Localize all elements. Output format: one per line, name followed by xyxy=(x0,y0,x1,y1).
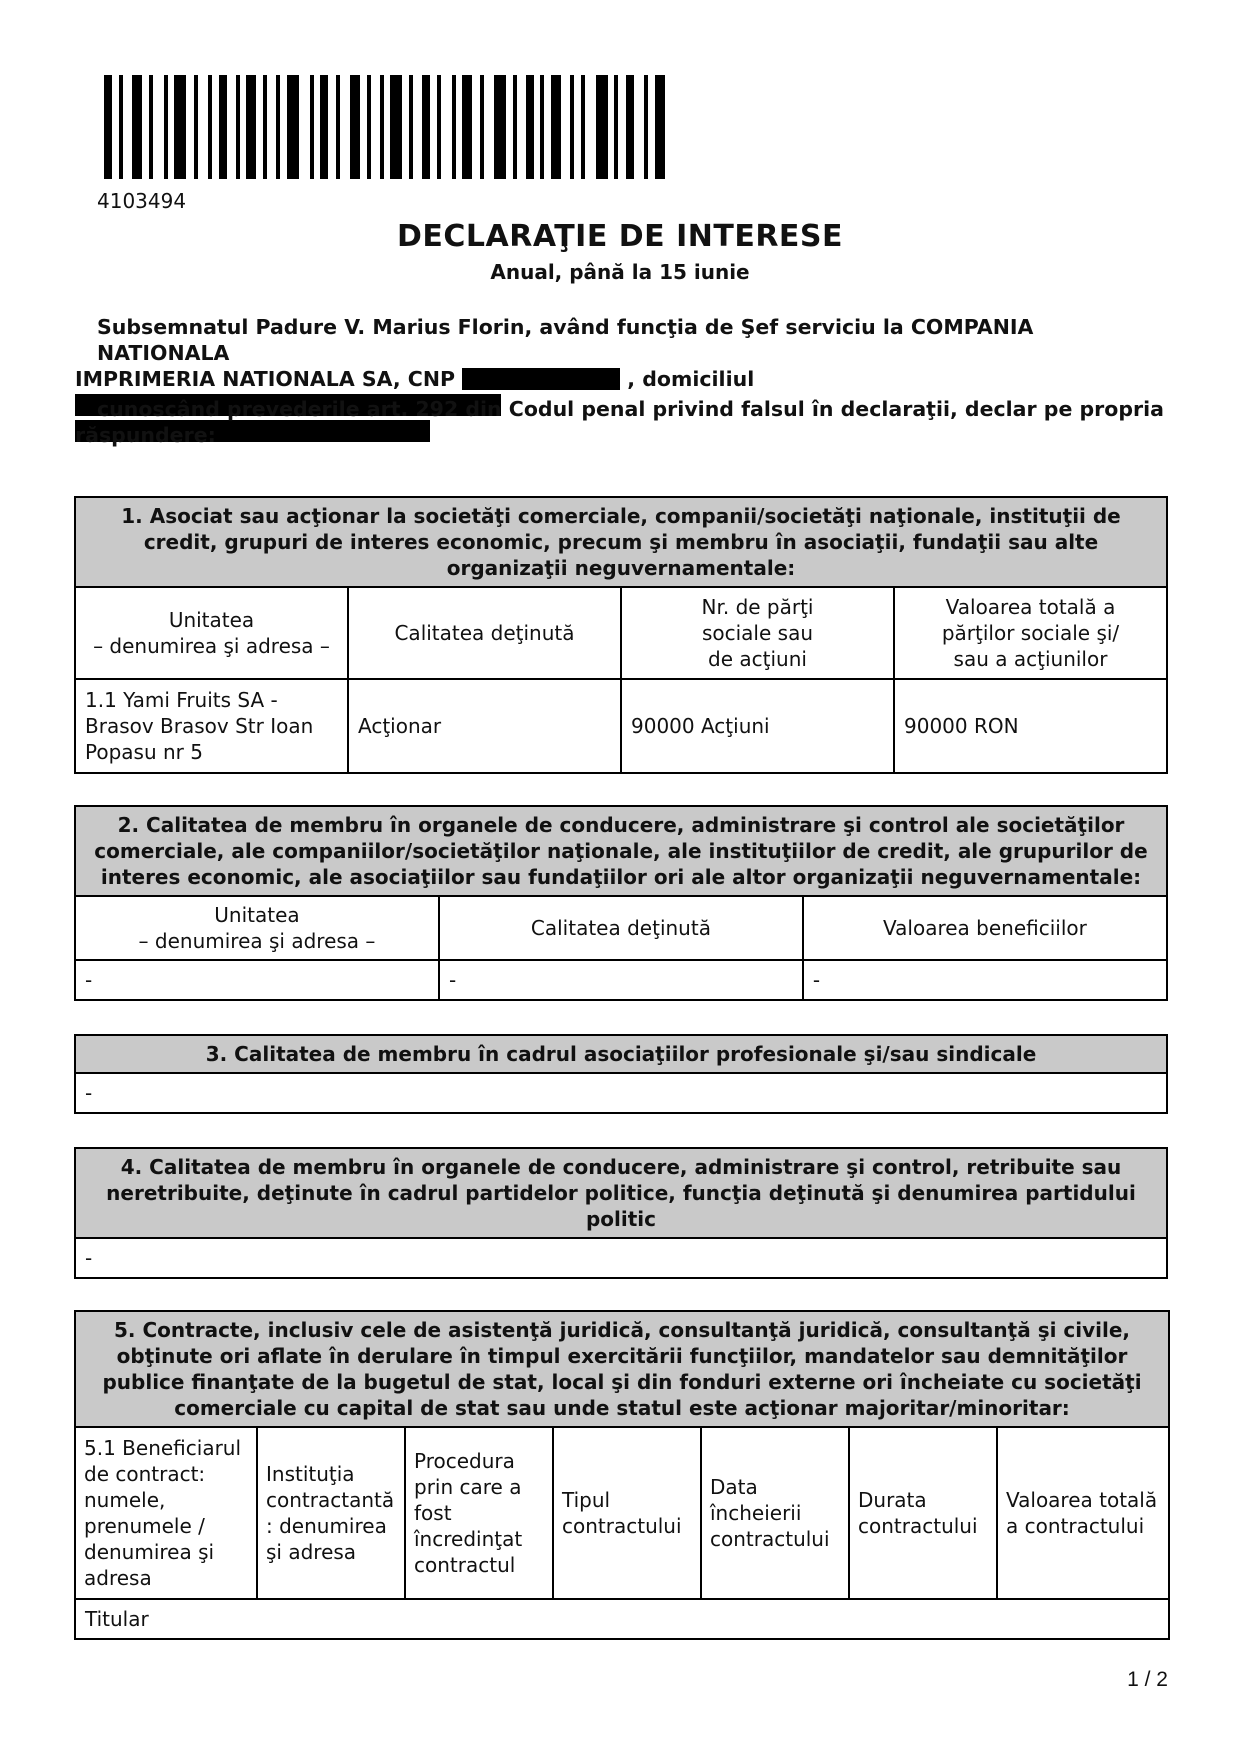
barcode-bar xyxy=(104,75,112,179)
column-header: Valoarea totală a părţilor sociale şi/ sau a acţiunilor xyxy=(894,587,1167,679)
barcode-bar xyxy=(480,75,484,179)
row-label: Titular xyxy=(75,1599,1169,1639)
barcode-bar xyxy=(380,75,384,179)
barcode-bar xyxy=(208,75,212,179)
page-number: 1 / 2 xyxy=(1127,1668,1168,1691)
document-title: DECLARAŢIE DE INTERESE xyxy=(396,219,844,254)
barcode-bar xyxy=(596,75,608,179)
barcode-bar xyxy=(526,75,534,179)
barcode-bar xyxy=(494,75,506,179)
statement-line-4: cunoscând prevederile art. 292 din Codul penal privind falsul în declaraţii, declar pe propria xyxy=(97,397,1164,421)
table-cell: - xyxy=(75,1238,1167,1278)
document-subtitle: Anual, până la 15 iunie xyxy=(490,260,750,284)
barcode-bar xyxy=(581,75,585,179)
barcode-bar xyxy=(452,75,456,179)
barcode-bar xyxy=(513,75,517,179)
statement-line-2b: , domiciliul xyxy=(627,367,755,391)
table-cell: - xyxy=(803,960,1167,1000)
barcode-bar xyxy=(350,75,360,179)
barcode-bar xyxy=(164,75,168,179)
table-cell: 90000 Acţiuni xyxy=(621,679,894,773)
barcode-bar xyxy=(551,75,561,179)
statement-line-5: răspundere: xyxy=(75,423,216,447)
table-row xyxy=(75,1599,1169,1639)
section-4-heading: 4. Calitatea de membru în organele de conducere, administrare şi control, retribuite sau neretribuite, deţinute în cadrul partidelor politice, funcţia deţinută şi denumirea partidului politic xyxy=(75,1148,1167,1238)
barcode-bar xyxy=(409,75,413,179)
section-2-heading: 2. Calitatea de membru în organele de conducere, administrare şi control ale societăţilor comerciale, ale companiilor/societăţilor naţionale, ale instituţiilor de credit, ale grupurilor de interes economic, ale asociaţiilor sau fundaţiilor ori ale altor organizaţii neguvernamentale: xyxy=(75,806,1167,896)
barcode-bar xyxy=(119,75,123,179)
column-header: Instituţia contractantă : denumirea şi adresa xyxy=(257,1427,405,1599)
barcode-bar xyxy=(336,75,340,179)
table-row xyxy=(75,960,1167,1000)
barcode-bar xyxy=(367,75,371,179)
table-cell: 1.1 Yami Fruits SA - Brasov Brasov Str Ioan Popasu nr 5 xyxy=(75,679,348,773)
barcode xyxy=(104,75,670,179)
column-header: Nr. de părţi sociale sau de acţiuni xyxy=(621,587,894,679)
column-header: Calitatea deţinută xyxy=(439,896,803,960)
barcode-bar xyxy=(219,75,227,179)
table-cell: Acţionar xyxy=(348,679,621,773)
column-header: Calitatea deţinută xyxy=(348,587,621,679)
column-header: Tipul contractului xyxy=(553,1427,701,1599)
barcode-bar xyxy=(246,75,256,179)
column-header: 5.1 Beneficiarul de contract: numele, prenumele / denumirea şi adresa xyxy=(75,1427,257,1599)
barcode-bar xyxy=(540,75,544,179)
column-header: Durata contractului xyxy=(849,1427,997,1599)
table-row xyxy=(75,679,1167,773)
barcode-bar xyxy=(570,75,574,179)
barcode-bar xyxy=(320,75,328,179)
barcode-bar xyxy=(310,75,314,179)
section-1-table xyxy=(74,496,1168,774)
declarant-statement-2 xyxy=(75,396,1165,448)
section-4-table xyxy=(74,1147,1168,1279)
table-cell: - xyxy=(75,960,439,1000)
barcode-bar xyxy=(263,75,267,179)
barcode-bar xyxy=(149,75,153,179)
section-2-table xyxy=(74,805,1168,1001)
section-3-heading: 3. Calitatea de membru în cadrul asociaţiilor profesionale şi/sau sindicale xyxy=(75,1035,1167,1073)
column-header: Data încheierii contractului xyxy=(701,1427,849,1599)
barcode-bar xyxy=(132,75,142,179)
barcode-bar xyxy=(276,75,280,179)
column-header: Procedura prin care a fost încredinţat contractul xyxy=(405,1427,553,1599)
barcode-bar xyxy=(390,75,402,179)
barcode-bar xyxy=(287,75,299,179)
column-header: Unitatea – denumirea şi adresa – xyxy=(75,896,439,960)
section-1-heading: 1. Asociat sau acţionar la societăţi comerciale, companii/societăţi naţionale, instituţii de credit, grupuri de interes economic, precum şi membru în asociaţii, fundaţii sau alte organizaţii neguvernamentale: xyxy=(75,497,1167,587)
statement-line-2a: IMPRIMERIA NATIONALA SA, CNP xyxy=(75,367,456,391)
table-cell: 90000 RON xyxy=(894,679,1167,773)
barcode-bar xyxy=(644,75,648,179)
barcode-bar xyxy=(437,75,441,179)
redacted-cnp xyxy=(462,368,620,390)
barcode-bar xyxy=(462,75,472,179)
barcode-bar xyxy=(236,75,240,179)
barcode-bar xyxy=(655,75,665,179)
section-5-table xyxy=(74,1310,1170,1640)
column-header: Valoarea beneficiilor xyxy=(803,896,1167,960)
barcode-bar xyxy=(626,75,634,179)
section-3-table xyxy=(74,1034,1168,1114)
section-5-heading: 5. Contracte, inclusiv cele de asistenţă juridică, consultanţă juridică, consultanţă şi civile, obţinute ori aflate în derulare în timpul exercitării funcţiilor, mandatelor sau demnităţilor publice finanţate de la bugetul de stat, local şi din fonduri externe ori încheiate cu societăţi comerciale cu capital de stat sau unde statul este acţionar majoritar/minoritar: xyxy=(75,1311,1169,1427)
barcode-number: 4103494 xyxy=(97,189,187,213)
column-header: Valoarea totală a contractului xyxy=(997,1427,1169,1599)
barcode-bar xyxy=(174,75,186,179)
column-header: Unitatea – denumirea şi adresa – xyxy=(75,587,348,679)
barcode-bar xyxy=(194,75,198,179)
table-cell: - xyxy=(439,960,803,1000)
table-cell: - xyxy=(75,1073,1167,1113)
barcode-bar xyxy=(614,75,618,179)
statement-line-1: Subsemnatul Padure V. Marius Florin, având funcţia de Şef serviciu la COMPANIA NATIONALA xyxy=(97,315,1034,365)
barcode-bar xyxy=(422,75,430,179)
